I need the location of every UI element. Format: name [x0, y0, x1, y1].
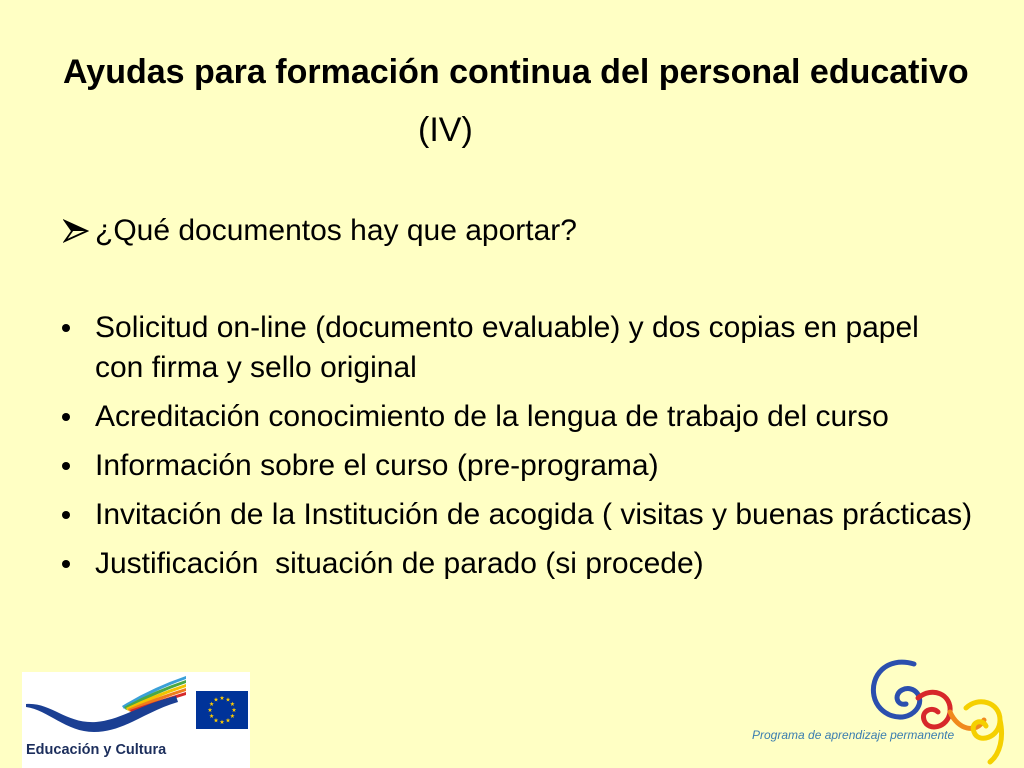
list-item-text: Justificación situación de parado (si procede)	[95, 547, 704, 580]
bullet-icon	[62, 413, 70, 421]
bullet-list	[58, 308, 972, 593]
lifelong-learning-swirl-icon	[866, 658, 1006, 766]
list-item	[58, 446, 972, 486]
swirl-red-stroke	[918, 692, 950, 727]
list-item	[58, 544, 972, 584]
swirl-yellow-stroke	[966, 702, 1002, 762]
question-text: ¿Qué documentos hay que aportar?	[95, 214, 577, 247]
list-item-text: Acreditación conocimiento de la lengua de trabajo del curso	[95, 400, 889, 433]
swirl-blue-stroke	[873, 662, 919, 717]
slide-title: Ayudas para formación continua del personal educativo	[63, 53, 969, 91]
education-culture-swoosh-icon	[26, 674, 188, 734]
list-item-text: Solicitud on-line (documento evaluable) y dos copias en papel	[95, 311, 919, 344]
education-culture-logo	[22, 672, 250, 768]
list-item-text: Invitación de la Institución de acogida ( visitas y buenas prácticas)	[95, 498, 973, 531]
list-item	[58, 397, 972, 437]
list-item	[58, 495, 972, 535]
slide-title-part-number: (IV)	[418, 111, 473, 149]
lifelong-learning-label: Programa de aprendizaje permanente	[752, 728, 955, 742]
education-culture-label: Educación y Cultura	[26, 742, 167, 758]
arrow-bullet-icon	[63, 219, 89, 243]
list-item	[58, 308, 972, 388]
bullet-icon	[62, 560, 70, 568]
bullet-icon	[62, 511, 70, 519]
eu-flag-icon	[196, 691, 248, 729]
list-item-text: Información sobre el curso (pre-programa)	[95, 449, 659, 482]
bullet-icon	[62, 462, 70, 470]
list-item-text: con firma y sello original	[95, 351, 417, 384]
bullet-icon	[62, 324, 70, 332]
question-line	[63, 211, 577, 251]
